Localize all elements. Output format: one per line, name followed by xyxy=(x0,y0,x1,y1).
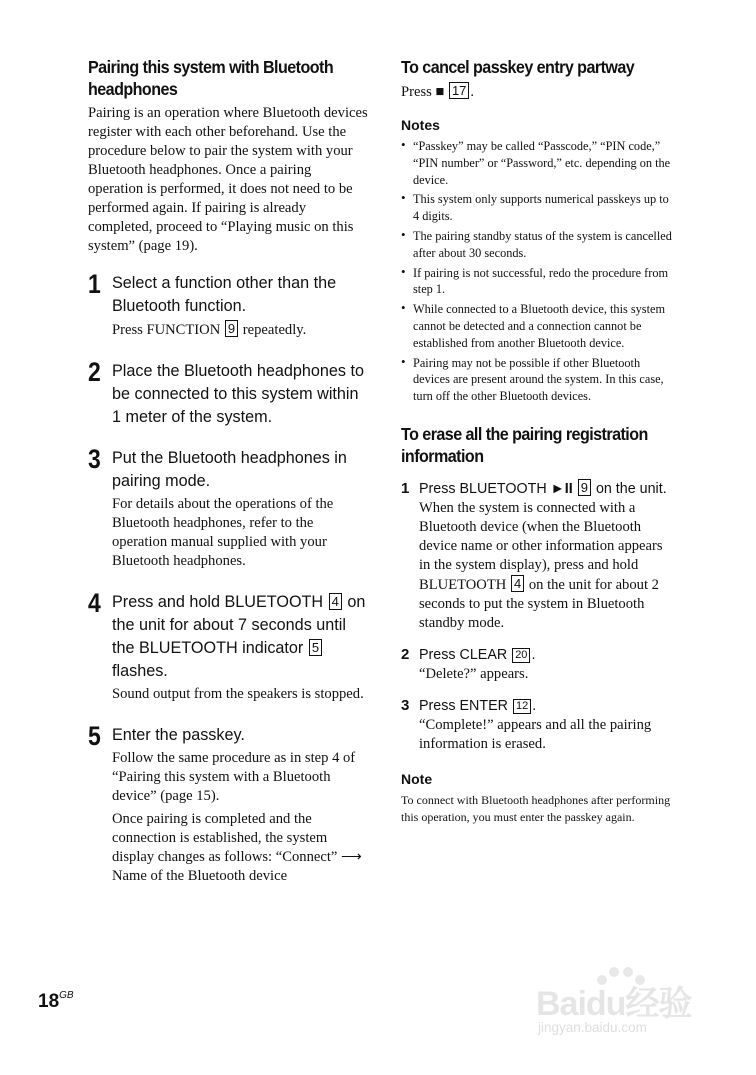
step-detail: For details about the operations of the Bluetooth headphones, refer to the operation manual supplied with your Bluetooth headphones. xyxy=(112,496,334,569)
step-4 xyxy=(88,588,370,708)
step-number: 2 xyxy=(401,645,410,663)
step-title: Enter the passkey. xyxy=(112,726,245,744)
step-title: Press ENTER 12 . xyxy=(419,697,537,714)
step-number: 3 xyxy=(401,696,410,714)
key-callout: 4 xyxy=(329,593,342,610)
step-title: Select a function other than the Bluetooth function. xyxy=(112,274,337,315)
step-number: 1 xyxy=(88,269,101,299)
step-2 xyxy=(88,357,370,431)
step-title: Put the Bluetooth headphones in pairing mode. xyxy=(112,449,347,490)
step-detail: Once pairing is completed and the connection is established, the system display changes as follows: “Connect” ⟶ Name of the Bluetooth device xyxy=(112,811,362,884)
key-callout: 20 xyxy=(512,648,530,663)
watermark-logo: Baidu经验 xyxy=(536,985,692,1023)
note-item: • While connected to a Bluetooth device, this system cannot be detected and a connection cannot be established from another Bluetooth device. xyxy=(401,301,676,351)
section-heading-pairing: Pairing this system with Bluetooth headphones xyxy=(88,57,334,99)
note-text: To connect with Bluetooth headphones after performing this operation, you must enter the passkey again. xyxy=(401,792,671,824)
step-detail: “Complete!” appears and all the pairing information is erased. xyxy=(419,716,652,752)
note-item: • “Passkey” may be called “Passcode,” “PIN code,” “PIN number” or “Password,” etc. depending on the device. xyxy=(401,138,676,188)
watermark xyxy=(530,962,740,1052)
step-number: 5 xyxy=(88,721,101,751)
notes-list xyxy=(401,138,676,405)
left-column xyxy=(88,56,370,886)
step-3 xyxy=(88,444,370,575)
step-number: 2 xyxy=(88,357,101,387)
pairing-intro: Pairing is an operation where Bluetooth devices register with each other beforehand. Use the procedure below to pair the system with your Bluetooth headphones. Once a pairing operation is performed, it does not need to be performed again. If pairing is already completed, proceed to “Playing music on this system” (page 19). xyxy=(88,105,368,254)
step-title: Press CLEAR 20 . xyxy=(419,646,536,663)
key-callout: 17 xyxy=(449,82,469,99)
step-1 xyxy=(88,269,370,344)
step-number: 4 xyxy=(88,588,101,618)
step-number: 3 xyxy=(88,444,101,474)
key-callout: 9 xyxy=(578,479,591,496)
note-item: • The pairing standby status of the system is cancelled after about 30 seconds. xyxy=(401,228,676,262)
erase-step-3 xyxy=(401,696,676,754)
step-detail: When the system is connected with a Bluetooth device (when the Bluetooth device name or other information appears in the system display), press and hold BLUETOOTH 4 on the unit for about 2 seconds to put the system in Bluetooth standby mode. xyxy=(419,499,663,631)
cancel-instruction: Press ■ 17 . xyxy=(401,83,475,100)
notes-heading: Notes xyxy=(401,117,440,133)
step-detail: “Delete?” appears. xyxy=(419,665,529,682)
stop-icon: ■ xyxy=(435,84,445,100)
step-title: Press BLUETOOTH ►II 9 on the unit. xyxy=(419,479,667,497)
section-heading-erase: To erase all the pairing registration information xyxy=(401,423,648,466)
note-item: • Pairing may not be possible if other Bluetooth devices are present around the system. In this case, turn off the other Bluetooth devices. xyxy=(401,355,676,405)
note-item: • This system only supports numerical passkeys up to 4 digits. xyxy=(401,191,676,225)
page-number: $18^{GB}$ xyxy=(38,990,74,1012)
watermark-url: jingyan.baidu.com xyxy=(538,1020,647,1035)
note-heading: Note xyxy=(401,770,433,787)
arrow-right-icon: ⟶ xyxy=(341,849,362,865)
section-heading-cancel: To cancel passkey entry partway xyxy=(401,57,635,77)
right-column xyxy=(401,56,676,826)
erase-step-1 xyxy=(401,479,676,633)
step-detail: Follow the same procedure as in step 4 of “Pairing this system with a Bluetooth device” (page 15). xyxy=(112,750,356,804)
step-detail: Press FUNCTION 9 repeatedly. xyxy=(112,321,307,338)
step-detail: Sound output from the speakers is stopped. xyxy=(112,686,364,702)
step-5 xyxy=(88,721,370,886)
key-callout: 4 xyxy=(511,575,524,592)
play-pause-icon: ►II xyxy=(550,480,573,497)
note-item: • If pairing is not successful, redo the procedure from step 1. xyxy=(401,265,676,299)
key-callout: 5 xyxy=(309,639,322,656)
key-callout: 9 xyxy=(225,320,238,337)
step-title: Place the Bluetooth headphones to be connected to this system within 1 meter of the system. xyxy=(112,362,365,426)
key-callout: 12 xyxy=(513,699,531,714)
step-title: Press and hold BLUETOOTH 4 on the unit for about 7 seconds until the BLUETOOTH indicator 5 flashes. xyxy=(112,593,366,680)
erase-step-2 xyxy=(401,645,676,684)
step-number: 1 xyxy=(401,479,410,497)
